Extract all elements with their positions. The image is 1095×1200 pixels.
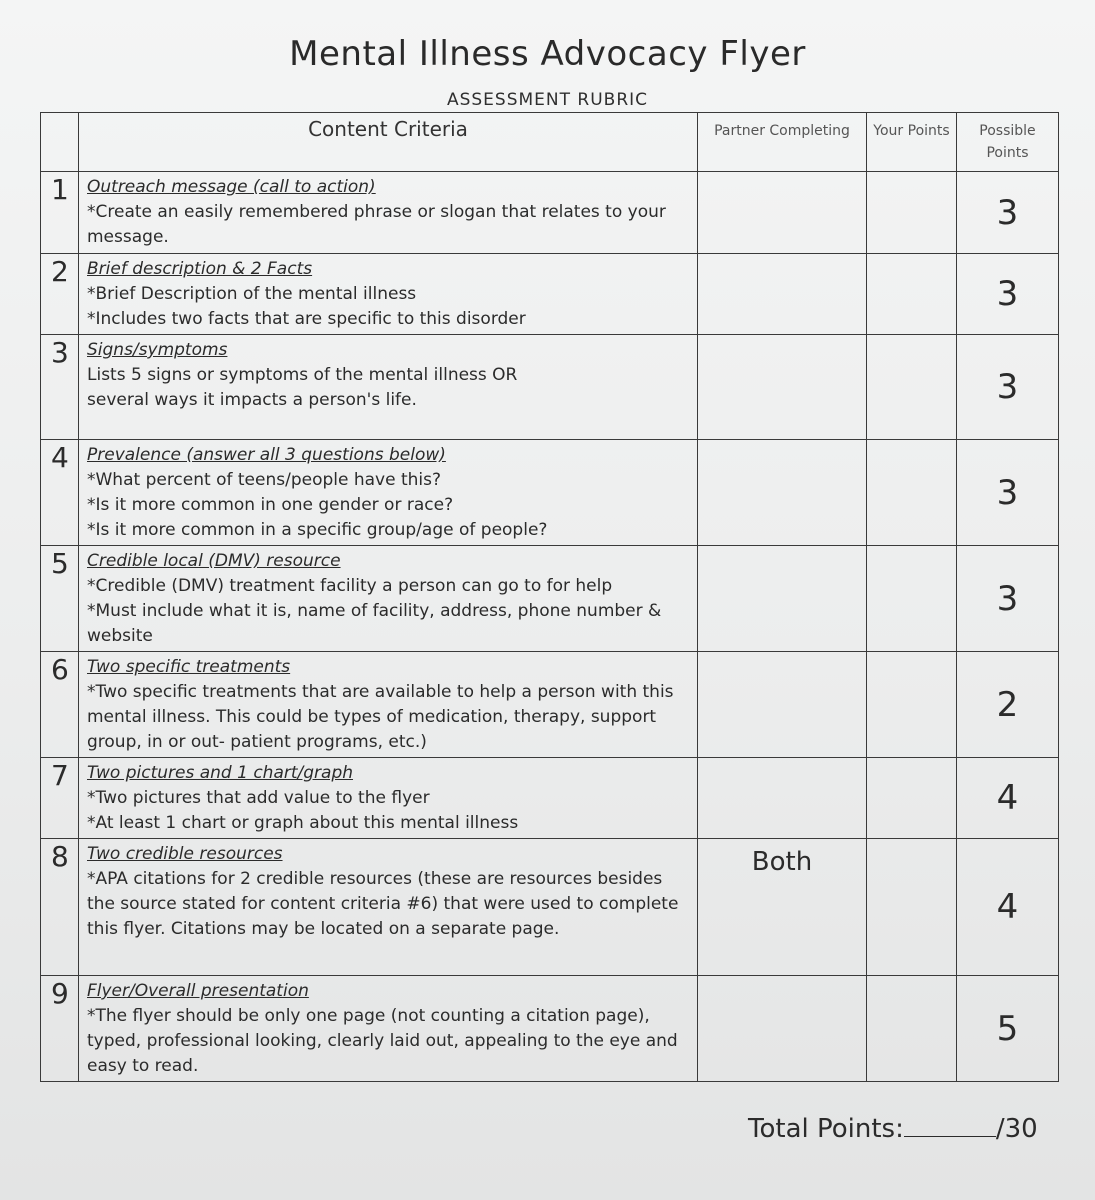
criterion-detail-line: *Two specific treatments that are available to help a person with this mental illness. This could be types of medication, therapy, support group, in or out- patient programs, etc.) bbox=[87, 682, 674, 752]
partner-completing-cell[interactable] bbox=[698, 652, 867, 758]
possible-points-cell: 5 bbox=[957, 976, 1059, 1082]
criterion-description bbox=[79, 172, 698, 254]
partner-completing-cell[interactable] bbox=[698, 440, 867, 546]
criterion-description bbox=[79, 546, 698, 652]
possible-points-header: Possible Points bbox=[957, 113, 1059, 172]
criterion-description bbox=[79, 335, 698, 440]
rubric-rows bbox=[41, 172, 1059, 1082]
criterion-detail-line: *Two pictures that add value to the flyer bbox=[87, 788, 430, 808]
table-row bbox=[41, 976, 1059, 1082]
possible-points-cell: 4 bbox=[957, 758, 1059, 839]
criterion-number: 2 bbox=[41, 254, 79, 335]
criterion-number: 3 bbox=[41, 335, 79, 440]
total-points-label: Total Points: bbox=[748, 1114, 904, 1144]
your-points-cell[interactable] bbox=[867, 976, 957, 1082]
your-points-cell[interactable] bbox=[867, 758, 957, 839]
criterion-title: Signs/symptoms bbox=[87, 340, 228, 360]
criterion-detail-line: *Is it more common in a specific group/age of people? bbox=[87, 520, 548, 540]
table-row bbox=[41, 652, 1059, 758]
table-header-row bbox=[41, 113, 1059, 172]
criterion-number: 8 bbox=[41, 839, 79, 976]
criterion-description bbox=[79, 254, 698, 335]
page-title: Mental Illness Advocacy Flyer bbox=[289, 34, 806, 74]
criterion-number: 9 bbox=[41, 976, 79, 1082]
criterion-detail-line: *Create an easily remembered phrase or slogan that relates to your message. bbox=[87, 202, 666, 247]
table-row bbox=[41, 839, 1059, 976]
criterion-detail-line: *Is it more common in one gender or race? bbox=[87, 495, 454, 515]
criterion-description bbox=[79, 440, 698, 546]
criterion-number: 4 bbox=[41, 440, 79, 546]
criterion-detail-line: *Brief Description of the mental illness bbox=[87, 284, 417, 304]
partner-completing-cell[interactable] bbox=[698, 758, 867, 839]
possible-points-cell: 3 bbox=[957, 254, 1059, 335]
possible-points-cell: 2 bbox=[957, 652, 1059, 758]
criterion-description bbox=[79, 652, 698, 758]
criterion-detail-line: *What percent of teens/people have this? bbox=[87, 470, 442, 490]
possible-points-cell: 3 bbox=[957, 335, 1059, 440]
possible-points-cell: 3 bbox=[957, 440, 1059, 546]
your-points-cell[interactable] bbox=[867, 440, 957, 546]
criterion-title: Two pictures and 1 chart/graph bbox=[87, 763, 354, 783]
partner-completing-cell[interactable] bbox=[698, 546, 867, 652]
criterion-detail-line: Lists 5 signs or symptoms of the mental illness OR bbox=[87, 365, 518, 385]
criterion-description bbox=[79, 839, 698, 976]
criterion-title: Credible local (DMV) resource bbox=[87, 551, 341, 571]
criterion-number: 6 bbox=[41, 652, 79, 758]
content-criteria-header: Content Criteria bbox=[79, 113, 698, 172]
total-points-max: /30 bbox=[995, 1114, 1038, 1144]
total-points bbox=[748, 1114, 1038, 1144]
possible-points-cell: 3 bbox=[957, 172, 1059, 254]
criterion-description bbox=[79, 976, 698, 1082]
criterion-title: Brief description & 2 Facts bbox=[87, 259, 313, 279]
criterion-detail-line: several ways it impacts a person's life. bbox=[87, 390, 417, 410]
criterion-title: Outreach message (call to action) bbox=[87, 177, 376, 197]
partner-completing-cell[interactable] bbox=[698, 335, 867, 440]
partner-completing-cell[interactable] bbox=[698, 172, 867, 254]
table-row bbox=[41, 546, 1059, 652]
num-header bbox=[41, 113, 79, 172]
table-row bbox=[41, 172, 1059, 254]
your-points-cell[interactable] bbox=[867, 652, 957, 758]
possible-points-cell: 3 bbox=[957, 546, 1059, 652]
criterion-number: 1 bbox=[41, 172, 79, 254]
your-points-cell[interactable] bbox=[867, 546, 957, 652]
rubric-table bbox=[40, 112, 1059, 1082]
criterion-detail-line: *APA citations for 2 credible resources (these are resources besides the source stated for content criteria #6) that were used to complete this flyer. Citations may be located on a separate page. bbox=[87, 869, 679, 939]
your-points-cell[interactable] bbox=[867, 254, 957, 335]
criterion-detail-line: *Must include what it is, name of facility, address, phone number & website bbox=[87, 601, 662, 646]
criterion-title: Two credible resources bbox=[87, 844, 283, 864]
criterion-number: 5 bbox=[41, 546, 79, 652]
total-points-blank[interactable] bbox=[904, 1114, 996, 1137]
table-row bbox=[41, 758, 1059, 839]
page-subtitle: ASSESSMENT RUBRIC bbox=[446, 90, 649, 110]
partner-completing-cell[interactable] bbox=[698, 254, 867, 335]
table-row bbox=[41, 335, 1059, 440]
criterion-title: Two specific treatments bbox=[87, 657, 291, 677]
table-row bbox=[41, 440, 1059, 546]
partner-completing-header: Partner Completing bbox=[698, 113, 867, 172]
your-points-cell[interactable] bbox=[867, 172, 957, 254]
criterion-description bbox=[79, 758, 698, 839]
partner-completing-cell[interactable]: Both bbox=[698, 839, 867, 976]
partner-completing-cell[interactable] bbox=[698, 976, 867, 1082]
possible-points-cell: 4 bbox=[957, 839, 1059, 976]
your-points-cell[interactable] bbox=[867, 335, 957, 440]
criterion-number: 7 bbox=[41, 758, 79, 839]
criterion-detail-line: *The flyer should be only one page (not counting a citation page), typed, professional looking, clearly laid out, appealing to the eye and easy to read. bbox=[87, 1006, 678, 1076]
criterion-title: Flyer/Overall presentation bbox=[87, 981, 309, 1001]
criterion-title: Prevalence (answer all 3 questions below) bbox=[87, 445, 446, 465]
your-points-header: Your Points bbox=[867, 113, 957, 172]
your-points-cell[interactable] bbox=[867, 839, 957, 976]
criterion-detail-line: *At least 1 chart or graph about this mental illness bbox=[87, 813, 519, 833]
criterion-detail-line: *Credible (DMV) treatment facility a person can go to for help bbox=[87, 576, 613, 596]
criterion-detail-line: *Includes two facts that are specific to this disorder bbox=[87, 309, 526, 329]
table-row bbox=[41, 254, 1059, 335]
